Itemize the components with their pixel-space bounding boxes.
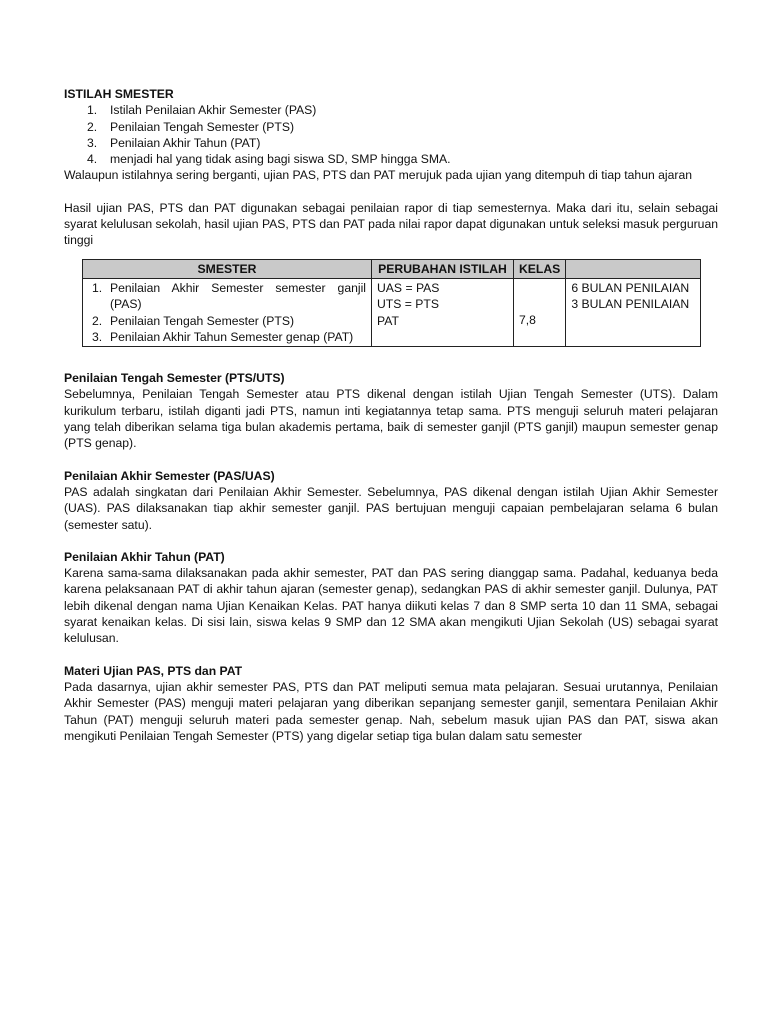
semester-table	[82, 259, 701, 347]
section-body: Pada dasarnya, ujian akhir semester PAS, PTS dan PAT meliputi semua mata pelajaran. Sesuai urutannya, Penilaian Akhir Semester (PAS) menguji materi pelajaran yang diberikan sepanjang semester ganjil, sementara Penilaian Akhir Tahun (PAT) menguji seluruh materi pada semester genap. Nah, sebelum masuk ujian PAS dan PAT, siswa akan mengikuti Penilaian Tengah Semester (PTS) yang digelar setiap tiga bulan dalam satu semester	[64, 679, 718, 743]
list-item: 3. Penilaian Akhir Tahun (PAT)	[87, 135, 261, 150]
intro-paragraph-2: Hasil ujian PAS, PTS dan PAT digunakan sebagai penilaian rapor di tiap semesternya. Maka dari itu, selain sebagai syarat kelulusan sekolah, hasil ujian PAS, PTS dan PAT pada nilai rapor dapat digunakan untuk seleksi masuk perguruan tinggi	[64, 200, 718, 248]
section-body: Karena sama-sama dilaksanakan pada akhir semester, PAT dan PAS sering dianggap sama. Padahal, keduanya beda karena pelaksanaan PAT di akhir tahun ajaran (semester genap), sedangkan PAS di akhir semester ganjil. Dulunya, PAT lebih dikenal dengan nama Ujian Kenaikan Kelas. PAT hanya diikuti kelas 7 dan 8 SMP serta 10 dan 11 SMA, sebagai syarat kenaikan kelas. Di sisi lain, siswa kelas 9 SMP dan 12 SMA akan mengikuti Ujian Sekolah (US) sebagai syarat kelulusan.	[64, 566, 718, 646]
header-kelas: KELAS	[514, 259, 566, 278]
cell-kelas: 7,8	[514, 278, 566, 346]
cell-semesters	[83, 278, 372, 346]
section-body: Sebelumnya, Penilaian Tengah Semester atau PTS dikenal dengan istilah Ujian Tengah Semester (UTS). Dalam kurikulum terbaru, istilah diganti jadi PTS, namun inti kegiatannya tetap sama. PTS menguji seluruh materi pelajaran yang telah diberikan selama tiga bulan akademis pertama, baik di semester ganjil (PTS ganjil) maupun semester genap (PTS genap).	[64, 387, 718, 451]
cell-notes: 6 BULAN PENILAIAN 3 BULAN PENILAIAN	[566, 278, 701, 346]
section-heading: Penilaian Akhir Tahun (PAT)	[64, 549, 225, 564]
intro-paragraph-1: Walaupun istilahnya sering berganti, ujian PAS, PTS dan PAT merujuk pada ujian yang ditempuh di tiap tahun ajaran	[64, 168, 693, 183]
section-heading: Materi Ujian PAS, PTS dan PAT	[64, 663, 243, 678]
section-body: PAS adalah singkatan dari Penilaian Akhir Semester. Sebelumnya, PAS dikenal dengan istilah Ujian Akhir Semester (UAS). PAS dilaksanakan tiap akhir semester ganjil. PAS bertujuan menguji capaian pembelajaran selama 6 bulan (semester satu).	[64, 484, 718, 532]
header-empty	[566, 259, 701, 278]
list-item: 3. Penilaian Akhir Tahun Semester genap (PAT)	[92, 329, 354, 344]
list-item: 1. Istilah Penilaian Akhir Semester (PAS)	[87, 103, 317, 118]
list-item: 2. Penilaian Tengah Semester (PTS)	[87, 119, 295, 134]
table-row	[83, 278, 701, 346]
list-item: 2. Penilaian Tengah Semester (PTS)	[92, 313, 295, 328]
table-header-row	[83, 259, 701, 278]
header-smester: SMESTER	[83, 259, 372, 278]
header-perubahan-istilah: PERUBAHAN ISTILAH	[372, 259, 514, 278]
list-item: 4. menjadi hal yang tidak asing bagi siswa SD, SMP hingga SMA.	[87, 152, 451, 167]
term-list	[64, 102, 718, 167]
section-heading: Penilaian Tengah Semester (PTS/UTS)	[64, 371, 285, 386]
document-page	[64, 86, 718, 744]
cell-changes: UAS = PAS UTS = PTS PAT	[372, 278, 514, 346]
list-item: 1. Penilaian Akhir Semester semester ganjil (PAS)	[92, 280, 366, 312]
document-title: ISTILAH SMESTER	[64, 87, 174, 101]
section-heading: Penilaian Akhir Semester (PAS/UAS)	[64, 468, 275, 483]
